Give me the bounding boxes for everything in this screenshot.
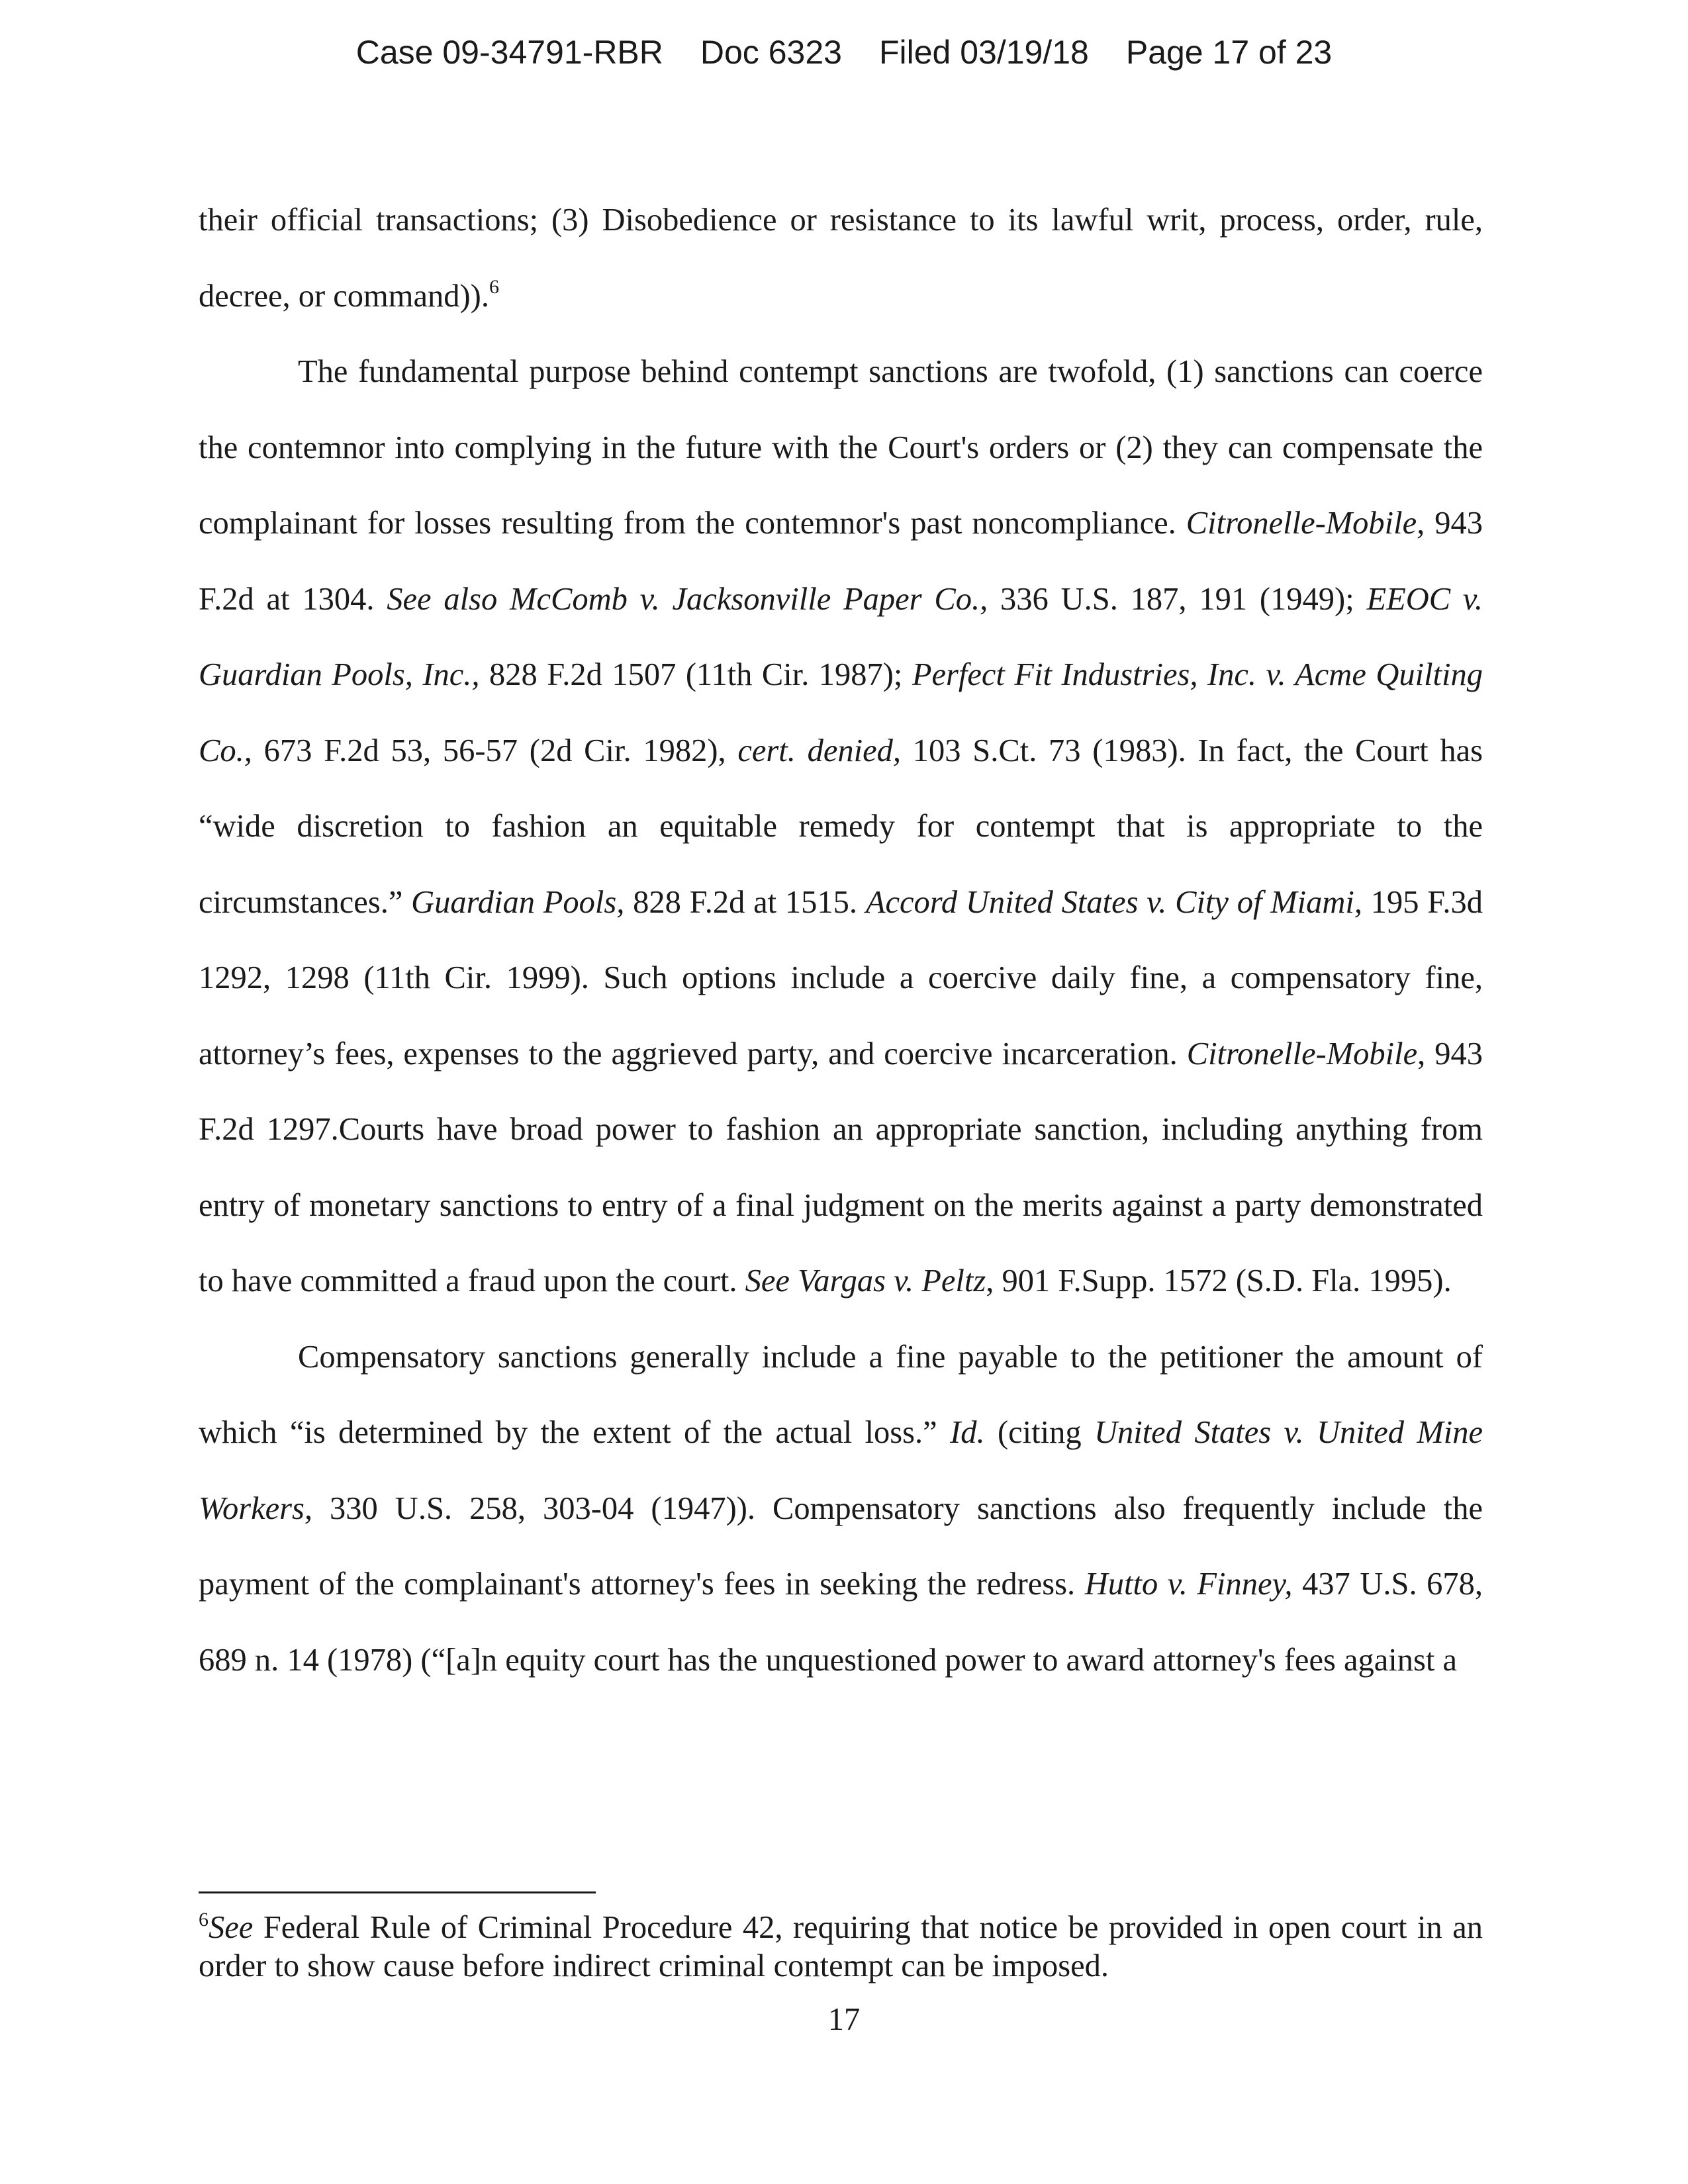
citation: Accord United States v. City of Miami,: [865, 884, 1362, 920]
footnote-text: Federal Rule of Criminal Procedure 42, requiring that notice be provided in open court in an order to show cause before indirect criminal contempt can be imposed.: [199, 1910, 1483, 1983]
body-text: [199, 183, 1483, 1698]
paragraph-purpose: The fundamental purpose behind contempt sanctions are twofold, (1) sanctions can coerce the contemnor into complying in the future with the Court's orders or (2) they can compensate the complainant for losses resulting from the contemnor's past noncompliance. Citronelle-Mobile, 943 F.2d at 1304. See also McComb v. Jacksonville Paper Co., 336 U.S. 187, 191 (1949); EEOC v. Guardian Pools, Inc., 828 F.2d 1507 (11th Cir. 1987); Perfect Fit Industries, Inc. v. Acme Quilting Co., 673 F.2d 53, 56-57 (2d Cir. 1982), cert. denied, 103 S.Ct. 73 (1983). In fact, the Court has “wide discretion to fashion an equitable remedy for contempt that is appropriate to the circumstances.” Guardian Pools, 828 F.2d at 1515. Accord United States v. City of Miami, 195 F.3d 1292, 1298 (11th Cir. 1999). Such options include a coercive daily fine, a compensatory fine, attorney’s fees, expenses to the aggrieved party, and coercive incarceration. Citronelle-Mobile, 943 F.2d 1297.Courts have broad power to fashion an appropriate sanction, including anything from entry of monetary sanctions to entry of a final judgment on the merits against a party demonstrated to have committed a fraud upon the court. See Vargas v. Peltz, 901 F.Supp. 1572 (S.D. Fla. 1995).: [199, 354, 1483, 1298]
footnote-divider: [199, 1891, 596, 1893]
paragraph-continued: their official transactions; (3) Disobedience or resistance to its lawful writ, process, order, rule, decree, or command)).$^6$: [199, 203, 1483, 314]
footnote-signal: See: [209, 1910, 254, 1945]
filing-header: [0, 33, 1688, 71]
footnote: [199, 1909, 1483, 1985]
citation: See also McComb v. Jacksonville Paper Co.,: [387, 581, 988, 617]
citation: Hutto v. Finney,: [1084, 1567, 1293, 1602]
filed-date: Filed 03/19/18: [878, 34, 1089, 71]
page-count: Page 17 of 23: [1125, 34, 1333, 71]
citation: United States v. United Mine Workers,: [199, 1415, 1483, 1526]
citation: Perfect Fit Industries, Inc. v. Acme Quilting Co.,: [199, 657, 1483, 768]
case-number: Case 09-34791-RBR: [355, 34, 663, 71]
footnote-number: 6: [199, 1909, 209, 1931]
citation: See Vargas v. Peltz: [745, 1263, 986, 1298]
citation: Citronelle-Mobile,: [1186, 506, 1425, 541]
page-number: 17: [827, 2002, 861, 2037]
footnote-reference: 6: [489, 275, 499, 298]
citation: EEOC v. Guardian Pools, Inc.,: [199, 581, 1483, 692]
citation: Id.: [950, 1415, 985, 1450]
citation: cert. denied,: [737, 733, 902, 768]
paragraph-compensatory: Compensatory sanctions generally include a fine payable to the petitioner the amount of which “is determined by the extent of the actual loss.” Id. (citing United States v. United Mine Workers, 330 U.S. 258, 303-04 (1947)). Compensatory sanctions also frequently include the payment of the complainant's attorney's fees in seeking the redress. Hutto v. Finney, 437 U.S. 678, 689 n. 14 (1978) (“[a]n equity court has the unquestioned power to award attorney's fees against a: [199, 1339, 1483, 1678]
citation: Citronelle-Mobile: [1186, 1036, 1418, 1071]
doc-number: Doc 6323: [700, 34, 842, 71]
citation: Guardian Pools,: [411, 884, 625, 920]
